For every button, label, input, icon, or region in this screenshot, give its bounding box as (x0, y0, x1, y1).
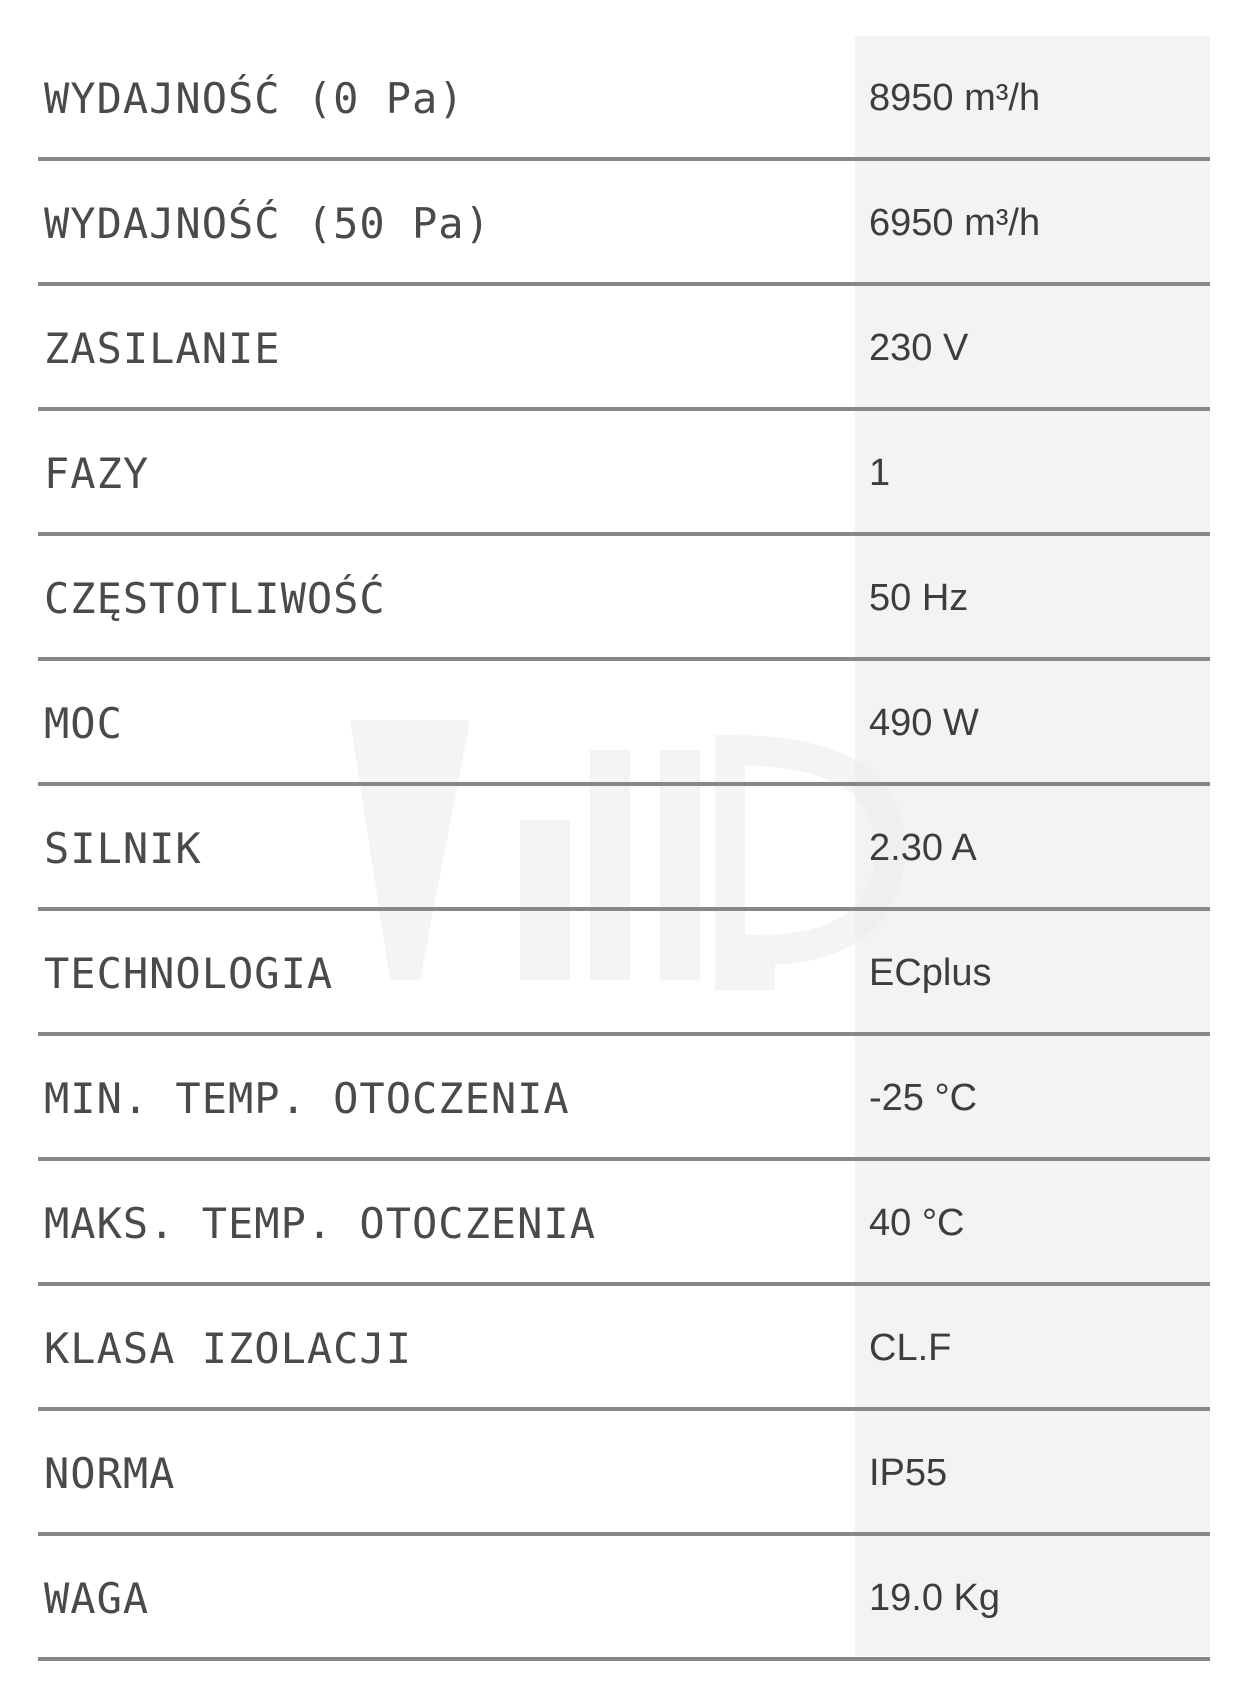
spec-value: 19.0 Kg (869, 1577, 1000, 1619)
spec-row (0, 286, 1250, 411)
spec-label: KLASA IZOLACJI (44, 1324, 413, 1373)
spec-value: ECplus (869, 952, 992, 994)
spec-value: 2.30 A (869, 827, 977, 869)
spec-value: 230 V (869, 327, 969, 369)
spec-label: CZĘSTOTLIWOŚĆ (44, 574, 386, 623)
spec-row (0, 661, 1250, 786)
spec-label: MOC (44, 699, 123, 748)
spec-row (0, 786, 1250, 911)
spec-row (0, 1411, 1250, 1536)
spec-row (0, 536, 1250, 661)
spec-label: NORMA (44, 1449, 176, 1498)
spec-label: MIN. TEMP. OTOCZENIA (44, 1074, 570, 1123)
spec-label: FAZY (44, 449, 150, 498)
spec-value: 50 Hz (869, 577, 969, 619)
spec-row (0, 1036, 1250, 1161)
spec-value: 8950 m³/h (869, 77, 1041, 119)
spec-value: 6950 m³/h (869, 202, 1041, 244)
spec-value: -25 °C (869, 1077, 978, 1119)
spec-label: ZASILANIE (44, 324, 281, 373)
spec-value: IP55 (869, 1452, 948, 1494)
spec-label: WYDAJNOŚĆ (0 Pa) (44, 74, 465, 123)
spec-row (0, 1536, 1250, 1661)
spec-label: TECHNOLOGIA (44, 949, 334, 998)
spec-label: WAGA (44, 1574, 150, 1623)
spec-row (0, 911, 1250, 1036)
spec-value: CL.F (869, 1327, 952, 1369)
spec-value: 1 (869, 452, 891, 494)
row-divider (38, 1657, 1210, 1661)
spec-value: 40 °C (869, 1202, 965, 1244)
spec-row (0, 36, 1250, 161)
spec-label: MAKS. TEMP. OTOCZENIA (44, 1199, 597, 1248)
spec-label: WYDAJNOŚĆ (50 Pa) (44, 199, 491, 248)
spec-value: 490 W (869, 702, 979, 744)
spec-row (0, 1161, 1250, 1286)
spec-row (0, 411, 1250, 536)
spec-row (0, 161, 1250, 286)
spec-label: SILNIK (44, 824, 202, 873)
spec-row (0, 1286, 1250, 1411)
